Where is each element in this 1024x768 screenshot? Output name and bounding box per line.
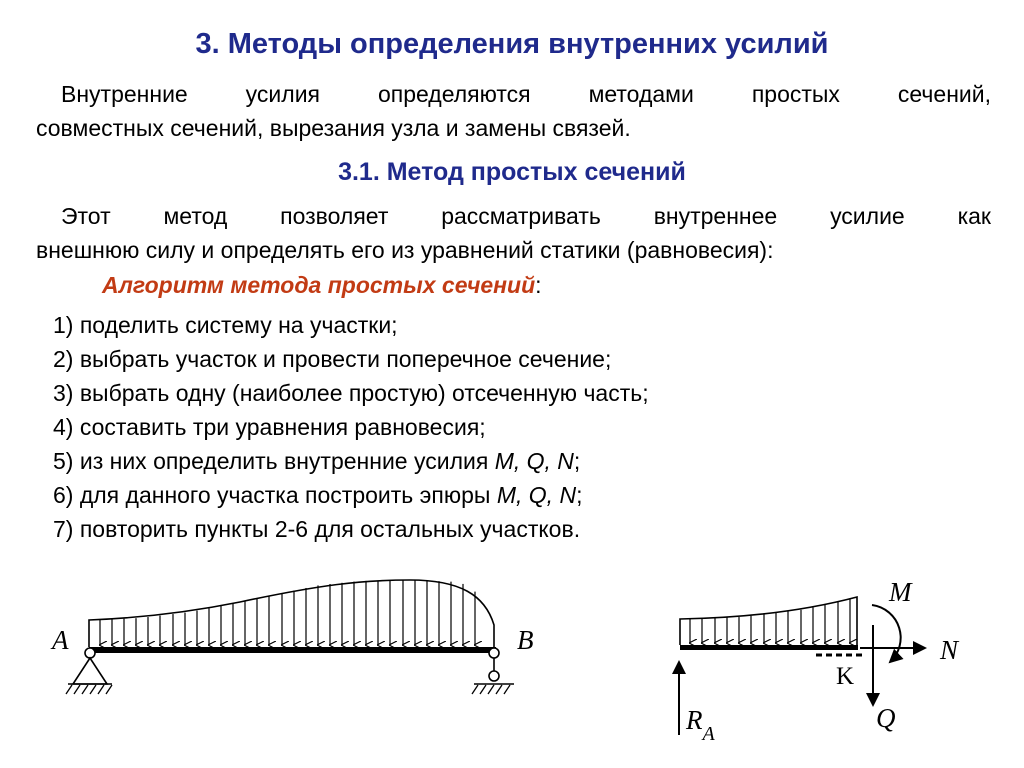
step-tail: ; [573,448,581,474]
description-line-2: внешнюю силу и определять его из уравнений статики (равновесия): [36,237,774,263]
normal-label: N [940,635,959,665]
algorithm-heading-colon: : [535,272,542,298]
algorithm-heading [102,272,542,299]
distributed-load-outline [89,580,494,647]
step-text: 3) выбрать одну (наиболее простую) отсеченную часть; [53,380,649,406]
step-item [53,342,649,376]
shear-label: Q [876,703,896,733]
reaction-label-main: R [686,705,703,735]
algorithm-steps [53,308,649,546]
step-item [53,410,649,444]
intro-paragraph [36,77,991,145]
section-subtitle: 3.1. Метод простых сечений [338,158,686,186]
description-line-1: Этот метод позволяет рассматривать внутреннее усилие как [61,203,991,229]
moment-arrow [872,605,901,662]
page-title: 3. Методы определения внутренних усилий [195,28,829,60]
description-paragraph [36,199,991,267]
intro-line-1: Внутренние усилия определяются методами простых сечений, [61,81,991,107]
intro-line-2: совместных сечений, вырезания узла и замены связей. [36,115,631,141]
step-item [53,478,649,512]
step-text: 5) из них определить внутренние усилия [53,448,495,474]
step-text: 7) повторить пункты 2-6 для остальных участков. [53,516,581,542]
step-item [53,308,649,342]
reaction-label-sub: A [702,723,715,745]
cut-load-outline [680,597,857,645]
beam-bar [89,647,496,653]
cut-beam [679,577,960,745]
step-text: 4) составить три уравнения равновесия; [53,414,486,440]
step-text: 6) для данного участка построить эпюры [53,482,497,508]
section-point-label: K [836,663,855,690]
moment-label: M [889,577,912,607]
distributed-load-arrows [100,580,475,645]
support-b-label: B [517,625,534,655]
step-item [53,512,649,546]
cut-beam-bar [680,645,858,650]
step-italic-symbols: M, Q, N [494,448,574,474]
full-beam [50,580,534,694]
reaction-label [685,705,716,745]
step-item [53,444,649,478]
step-text: 1) поделить систему на участки; [53,312,398,338]
beam-diagram [0,560,1024,768]
support-a [66,648,112,694]
step-text: 2) выбрать участок и провести поперечное сечение; [53,346,612,372]
support-a-label: A [52,625,69,655]
step-italic-symbols: M, Q, N [496,482,577,508]
cut-load-arrows [690,599,850,643]
step-item [53,376,649,410]
algorithm-heading-text: Алгоритм метода простых сечений [102,272,536,298]
step-tail: ; [576,482,583,508]
support-b [472,648,514,694]
